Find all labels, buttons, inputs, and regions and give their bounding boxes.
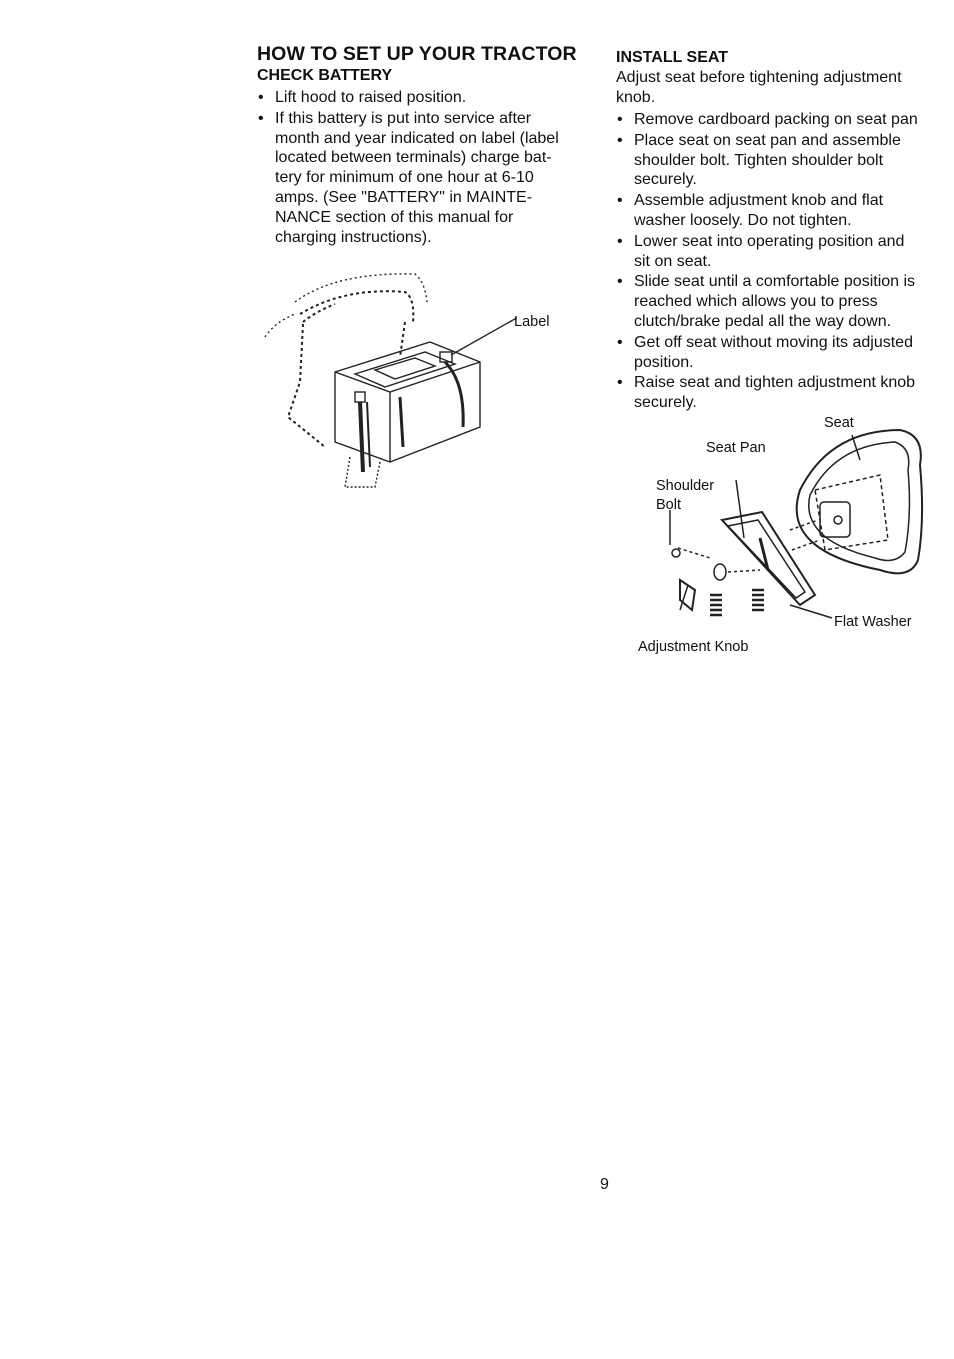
battery-steps xyxy=(257,88,602,247)
shoulder-bolt-callout-line2: Bolt xyxy=(656,497,681,513)
shoulder-bolt-callout-line1: Shoulder xyxy=(656,478,715,494)
seat-step: • Slide seat until a comfortable position is reached which allows you to press clutch/brake pedal all the way down. xyxy=(616,272,954,331)
seat-steps xyxy=(616,110,954,413)
seat-step: • Lower seat into operating position and sit on seat. xyxy=(616,232,954,272)
seat-step: • Get off seat without moving its adjusted position. xyxy=(616,333,954,373)
battery-label-callout: Label xyxy=(514,314,550,330)
install-seat-intro: Adjust seat before tightening adjustment knob. xyxy=(616,69,902,106)
page-heading: HOW TO SET UP YOUR TRACTOR xyxy=(257,43,577,65)
page-number: 9 xyxy=(600,1176,609,1193)
seat-step: • Assemble adjustment knob and flat washer loosely. Do not tighten. xyxy=(616,191,954,231)
battery-step: • If this battery is put into service after month and year indicated on label (label located between terminals) charge bat- tery for minimum of one hour at 6-10 amps. (See "BATTERY" in MAINTE- NANCE section of this manual for charging instructions). xyxy=(257,109,602,248)
battery-step: • Lift hood to raised position. xyxy=(257,88,602,108)
check-battery-heading: CHECK BATTERY xyxy=(257,67,393,84)
seat-figure xyxy=(640,420,940,640)
battery-figure xyxy=(255,262,565,502)
seat-step: • Raise seat and tighten adjustment knob securely. xyxy=(616,373,954,413)
battery-section xyxy=(257,42,602,248)
install-seat-section xyxy=(616,48,954,414)
seat-pan-callout: Seat Pan xyxy=(706,440,766,456)
seat-step: • Place seat on seat pan and assemble shoulder bolt. Tighten shoulder bolt securely. xyxy=(616,131,954,190)
seat-step: • Remove cardboard packing on seat pan xyxy=(616,110,954,130)
seat-callout: Seat xyxy=(824,415,854,431)
flat-washer-callout: Flat Washer xyxy=(834,614,912,630)
adjustment-knob-callout: Adjustment Knob xyxy=(638,639,749,655)
install-seat-heading: INSTALL SEAT xyxy=(616,49,728,66)
